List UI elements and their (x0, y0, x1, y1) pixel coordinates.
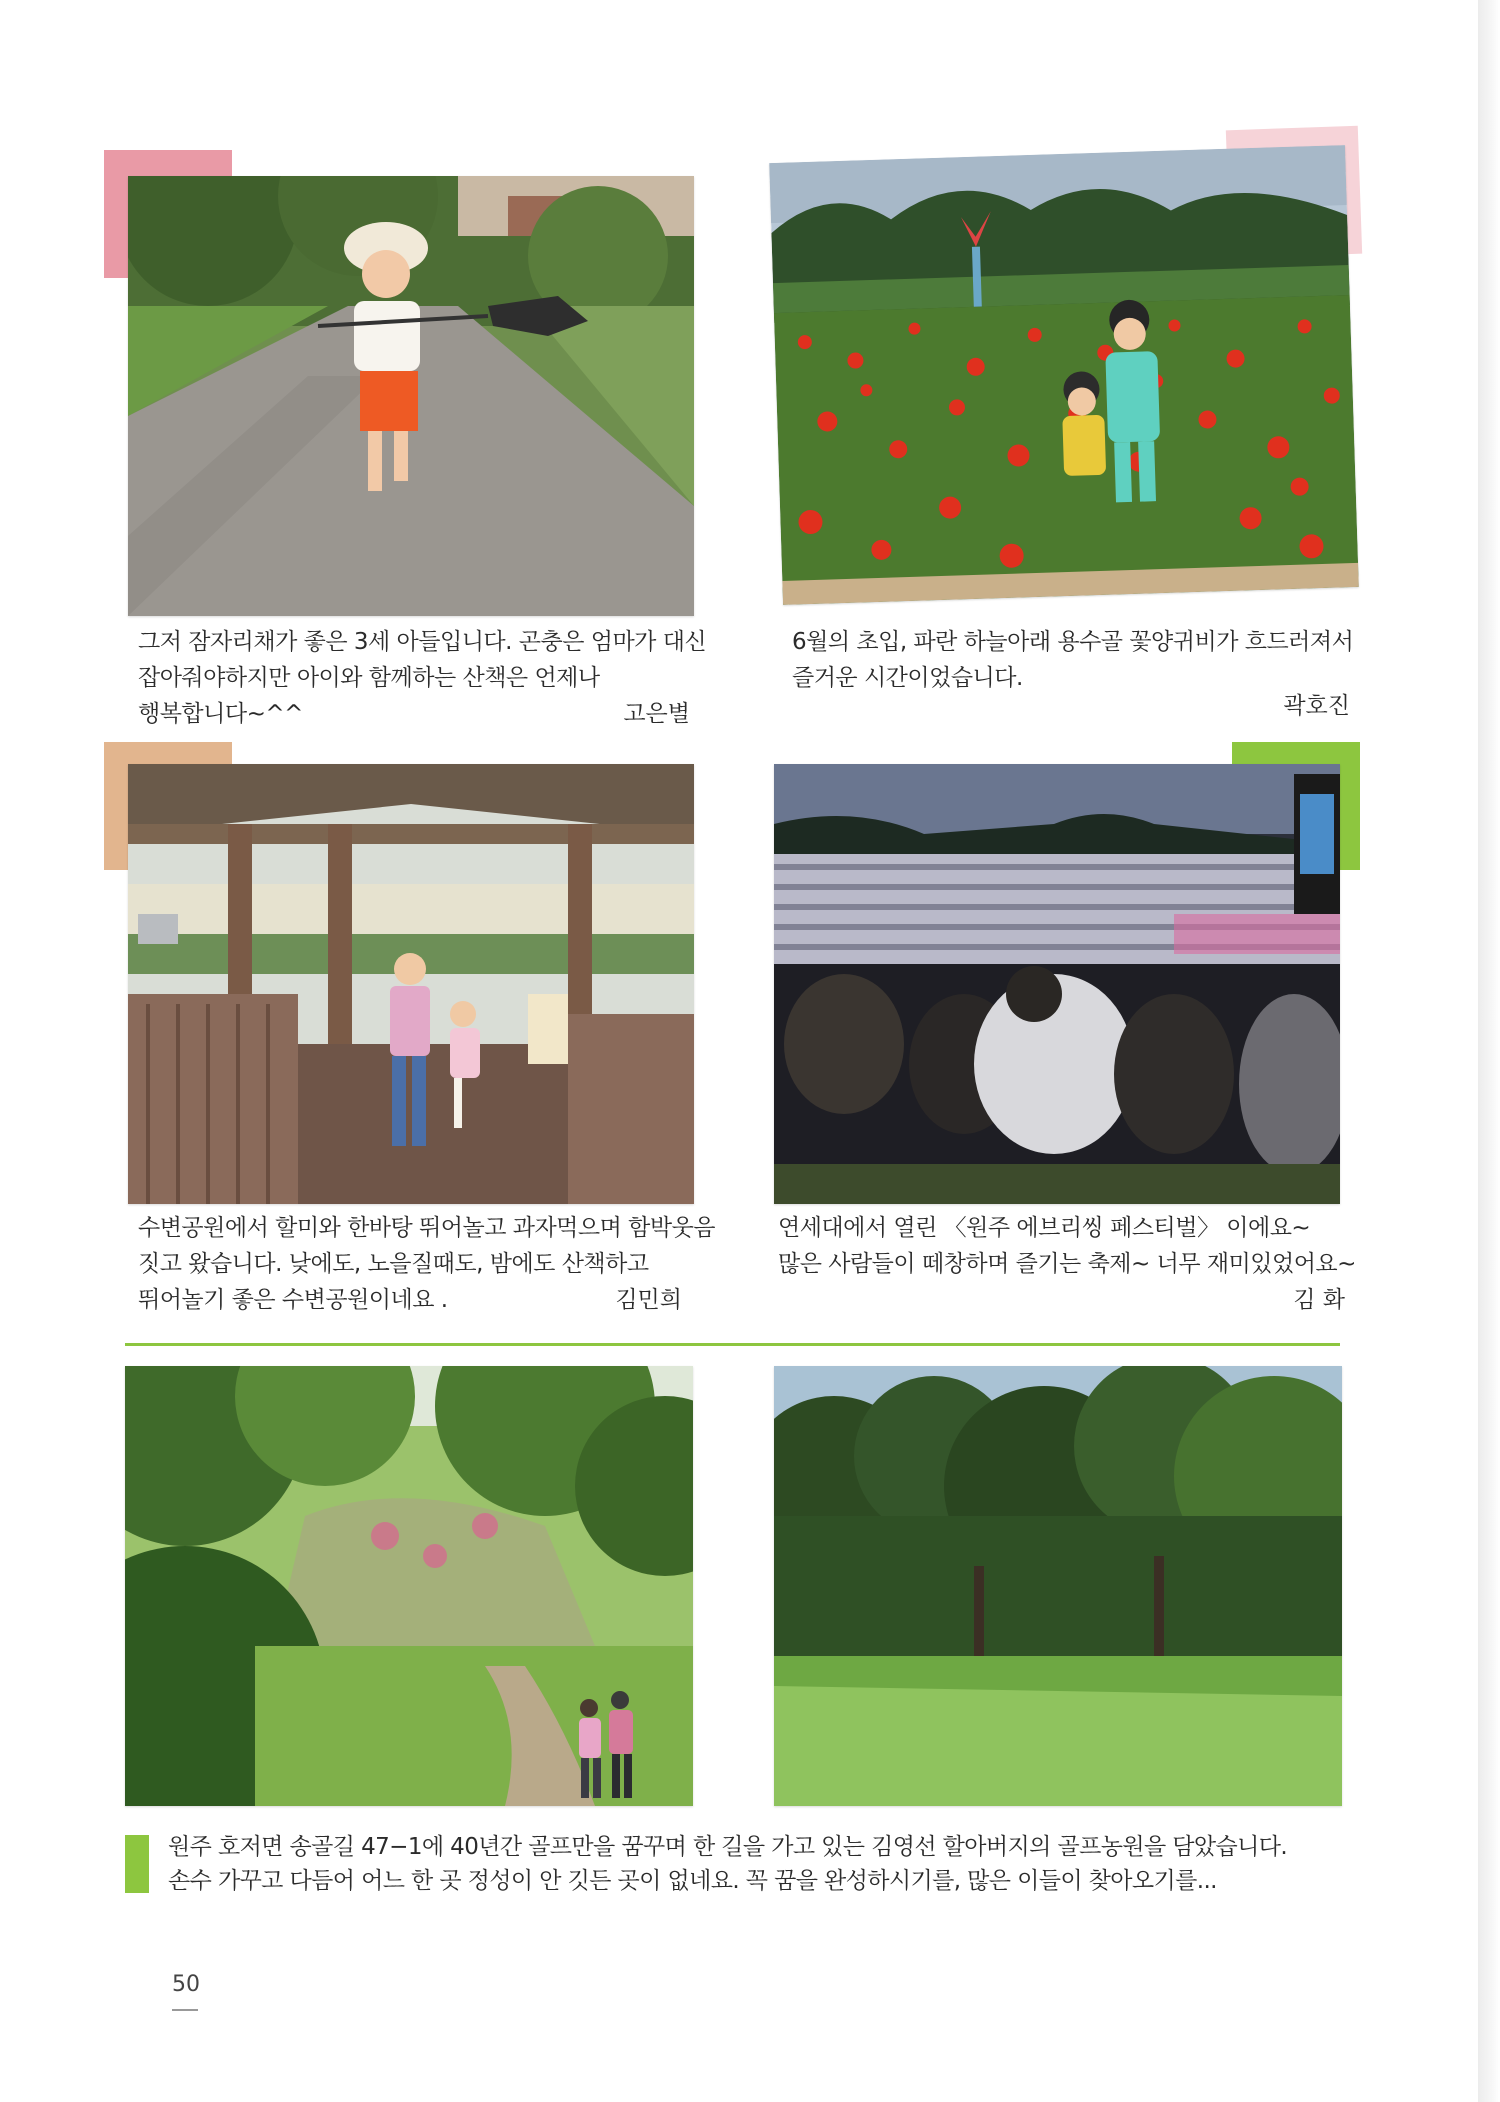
photo-poppy-field (769, 145, 1359, 605)
bottom-caption-bar (125, 1835, 149, 1893)
caption-3-line-3: 뛰어놀기 좋은 수변공원이네요 . (138, 1287, 448, 1313)
caption-3-line-1: 수변공원에서 할미와 한바탕 뛰어놀고 과자먹으며 함박웃음 (138, 1215, 716, 1241)
caption-3-line-2: 짓고 왔습니다. 낮에도, 노을질때도, 밤에도 산책하고 (138, 1251, 649, 1277)
caption-1-line-1: 그저 잠자리채가 좋은 3세 아들입니다. 곤충은 엄마가 대신 (138, 629, 707, 655)
caption-3-author: 김민희 (615, 1287, 682, 1313)
photo-golf-lawn (774, 1366, 1342, 1806)
caption-4 (778, 1210, 1358, 1282)
caption-1-line-3: 행복합니다~^^ (138, 701, 303, 727)
bottom-caption (168, 1830, 1287, 1898)
caption-2-line-2: 즐거운 시간이었습니다. (792, 665, 1023, 691)
bottom-caption-line-1: 원주 호저면 송골길 47−1에 40년간 골프만을 꿈꾸며 한 길을 가고 있는 김영선 할아버지의 골프농원을 담았습니다. (168, 1834, 1288, 1860)
photo-pavilion (128, 764, 694, 1204)
photo-boy-net (128, 176, 694, 616)
section-divider (125, 1343, 1340, 1346)
page-number-rule (172, 2009, 198, 2011)
page-number: 50 (172, 1972, 200, 1997)
caption-4-line-2: 많은 사람들이 떼창하며 즐기는 축제~ 너무 재미있었어요~ (778, 1251, 1356, 1277)
photo-festival (774, 764, 1340, 1204)
caption-2-author: 곽호진 (1283, 693, 1350, 719)
page-edge (1478, 0, 1500, 2102)
caption-1-author: 고은별 (623, 701, 690, 727)
photo-golf-path (125, 1366, 693, 1806)
caption-2-line-1: 6월의 초입, 파란 하늘아래 용수골 꽃양귀비가 흐드러져서 (792, 629, 1354, 655)
caption-2 (792, 624, 1352, 696)
caption-4-author: 김 화 (1293, 1287, 1345, 1313)
bottom-caption-line-2: 손수 가꾸고 다듬어 어느 한 곳 정성이 안 깃든 곳이 없네요. 꼭 꿈을 완성하시기를, 많은 이들이 찾아오기를... (168, 1868, 1217, 1894)
caption-1-line-2: 잡아줘야하지만 아이와 함께하는 산책은 언제나 (138, 665, 600, 691)
caption-4-line-1: 연세대에서 열린 〈원주 에브리씽 페스티벌〉 이에요~ (778, 1215, 1311, 1241)
